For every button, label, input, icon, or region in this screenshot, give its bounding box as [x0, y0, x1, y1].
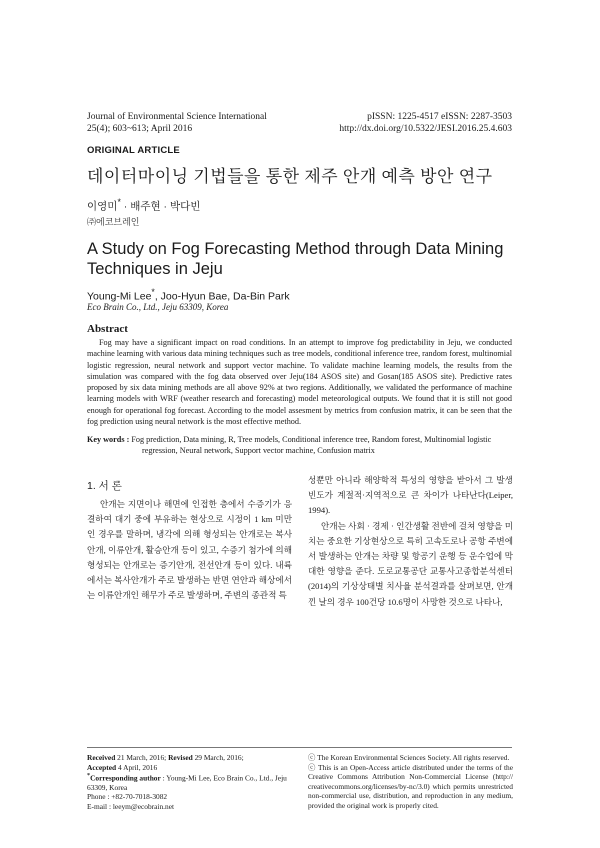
- corresponding-author: : Young-Mi Lee, Eco Brain Co., Ltd., Jeju 63309, Korea: [87, 773, 287, 792]
- author-separator: ·: [160, 200, 170, 213]
- journal-info: [87, 111, 267, 135]
- email-link[interactable]: E-mail : leeym@ecobrain.net: [87, 801, 175, 811]
- author-separator: ·: [120, 200, 131, 213]
- title-english: A Study on Fog Forecasting Method through Data Mining Techniques in Jeju: [87, 240, 504, 278]
- body-column-right: [308, 473, 513, 610]
- body-paragraph: 안개는 지면이나 해면에 인접한 층에서 수증기가 응결하여 대기 중에 부유하는 현상으로 시정이 1 km 미만인 경우를 말하며, 냉각에 의해 형성되는 안개로는 복사안개, 이류안개, 활승안개 등이 있고, 수증기 첨가에 의해 형성되는 안개로는 증기안개, 전선안개 등이 있다. 내륙에서는 복사안개가 주로 발생하는 반면 연안과 해상에서는 이류안개인 해무가 주로 발생하며, 주변의 종관적 특: [87, 499, 292, 601]
- corresponding-label: Corresponding author: [90, 773, 161, 783]
- keywords: [87, 434, 512, 457]
- received-label: Received: [87, 753, 116, 762]
- issn-doi: [339, 111, 512, 135]
- section-heading: 1. 서 론: [87, 480, 122, 492]
- accepted-date: 4 April, 2016: [116, 762, 158, 772]
- received-date: 21 March, 2016;: [115, 753, 169, 762]
- accepted-label: Accepted: [87, 762, 117, 772]
- journal-name: Journal of Environmental Science International: [87, 112, 267, 122]
- keywords-list-continued: regression, Neural network, Support vector machine, Confusion matrix: [142, 446, 375, 456]
- author-name: Young-Mi Lee: [87, 290, 152, 303]
- abstract-body: Fog may have a significant impact on road conditions. In an attempt to improve fog predictability in Jeju, we conducted machine learning with various data mining techniques such as tree models, conditional inference tree, random forest, multinomial logistic regression, neural network and support vector machine. To validate machine learning models, the results from the simulation was compared with the fog data observed over Jeju(184 ASOS site) and Gosan(185 ASOS site). Predictive rates proposed by six data mining methods are all above 92% at two regions. Additionally, we validated the performance of machine learning models with WRF (weather research and forecasting) model meteorological outputs. We found that it is still not good enough for operational fog forecast. According to the model assesment by metrics from confusion matrix, it can be seen that the fog prediction using neural network is the most effective method.: [87, 338, 512, 427]
- title-korean: 데이터마이닝 기법들을 통한 제주 안개 예측 방안 연구: [87, 167, 493, 186]
- body-column-left: [87, 497, 292, 603]
- license-text: ⓒ This is an Open-Access article distributed under the terms of the Creative Commons Attribution Non-Commercial License (http:// creativecommons.org/licenses/by-nc/3.0) which permits unrestricted non-commercial use, distribution, and reproduction in any medium, provided the original work is properly cited.: [308, 762, 513, 810]
- volume-info: 25(4); 603~613; April 2016: [87, 124, 193, 134]
- article-type: ORIGINAL ARTICLE: [87, 145, 180, 156]
- affiliation-english: Eco Brain Co., Ltd., Jeju 63309, Korea: [87, 302, 229, 312]
- abstract-heading: Abstract: [87, 323, 128, 335]
- corresponding-mark: *: [117, 197, 121, 207]
- author-names: , Joo-Hyun Bae, Da-Bin Park: [154, 290, 290, 303]
- authors-english: [87, 287, 290, 303]
- body-paragraph: 성뿐만 아니라 해양학적 특성의 영향을 받아서 그 발생빈도가 계절적·지역적으로 큰 차이가 나타난다(Leiper, 1994).: [308, 475, 513, 516]
- corresponding-mark: *: [151, 287, 155, 297]
- revised-date: 29 March, 2016;: [192, 753, 244, 762]
- affiliation-korean: ㈜에코브레인: [87, 217, 140, 227]
- article-history: [87, 753, 301, 811]
- authors-korean: [87, 197, 200, 214]
- author-name: 박다빈: [169, 200, 201, 213]
- copyright-notice: ⓒ The Korean Environmental Sciences Society. All rights reserved.: [308, 753, 510, 762]
- license-notice: [308, 753, 513, 810]
- issn: pISSN: 1225-4517 eISSN: 2287-3503: [367, 112, 512, 122]
- keywords-list: Fog prediction, Data mining, R, Tree models, Conditional inference tree, Random forest, Multinomial logistic: [129, 435, 492, 444]
- author-name: 이영미: [87, 200, 118, 213]
- keywords-label: Key words :: [87, 435, 130, 444]
- body-paragraph: 안개는 사회 · 경제 · 인간생활 전반에 걸쳐 영향을 미치는 중요한 기상현상으로 특히 고속도로나 공항 주변에서 발생하는 안개는 차량 및 항공기 운행 등 운수업에 막대한 영향을 준다. 도로교통공단 교통사고종합분석센터(2014)의 기상상태별 치사율 분석결과를 살펴보면, 안개 낀 날의 경우 100건당 10.6명이 사망한 것으로 나타나,: [308, 520, 513, 607]
- corresponding-mark: *: [87, 773, 91, 779]
- author-name: 배주현: [130, 200, 161, 213]
- footer-divider: [87, 747, 512, 748]
- revised-label: Revised: [168, 753, 193, 762]
- phone: Phone : +82-70-7018-3082: [87, 792, 168, 802]
- doi-link[interactable]: http://dx.doi.org/10.5322/JESI.2016.25.4.603: [339, 124, 512, 134]
